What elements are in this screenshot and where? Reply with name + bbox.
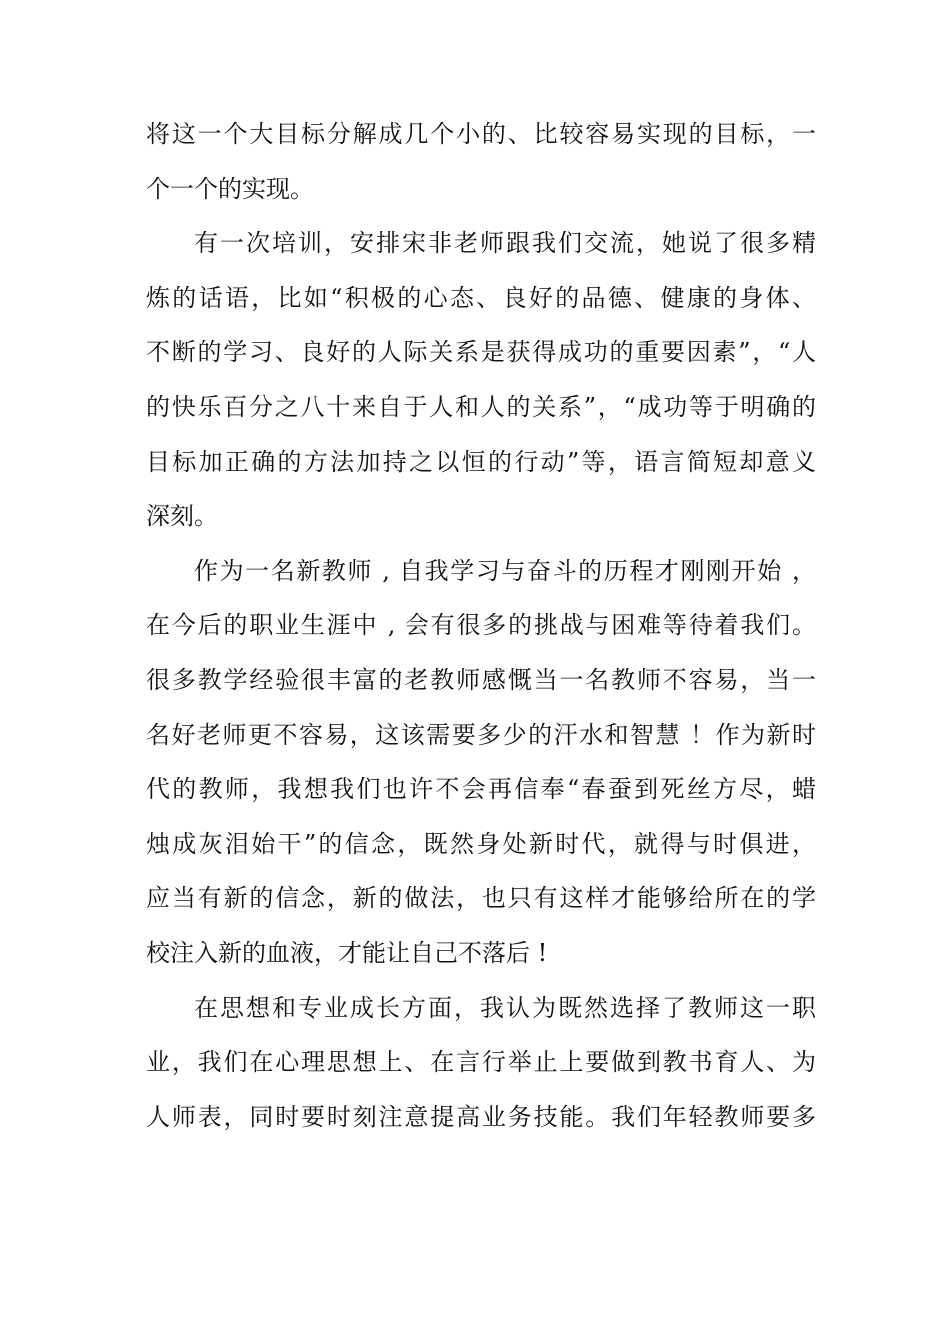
- text-line: 名好老师更不容易，这该需要多少的汗水和智慧 ！作为新时: [146, 720, 816, 749]
- text-line: 作为一名新教师 , 自我学习与奋斗的历程才刚刚开始 ，: [194, 556, 816, 585]
- text-line: 应当有新的信念，新的做法，也只有这样才能够给所在的学: [146, 884, 816, 913]
- text-line: 人师表，同时要时刻注意提高业务技能。我们年轻教师要多: [146, 1102, 816, 1131]
- text-line: 很多教学经验很丰富的老教师感慨当一名教师不容易，当一: [146, 665, 816, 694]
- text-line: 校注入新的血液，才能让自己不落后 !: [146, 938, 548, 967]
- text-line: 业，我们在心理思想上、在言行举止上要做到教书育人、为: [146, 1048, 816, 1077]
- text-line: 代的教师，我想我们也许不会再信奉“春蚕到死丝方尽，蜡: [146, 775, 816, 804]
- text-line: 烛成灰泪始干”的信念，既然身处新时代，就得与时俱进，: [146, 829, 816, 858]
- text-line: 目标加正确的方法加持之以恒的行动”等，语言简短却意义: [146, 447, 816, 476]
- text-line: 在今后的职业生涯中 , 会有很多的挑战与困难等待着我们。: [146, 611, 816, 640]
- text-line: 在思想和专业成长方面，我认为既然选择了教师这一职: [194, 993, 816, 1022]
- text-line: 将这一个大目标分解成几个小的、比较容易实现的目标，一: [146, 120, 816, 148]
- text-line: 深刻。: [146, 502, 218, 531]
- text-line: 有一次培训，安排宋非老师跟我们交流，她说了很多精: [194, 229, 816, 258]
- text-line: 炼的话语，比如“积极的心态、良好的品德、健康的身体、: [146, 283, 816, 312]
- text-line: 的快乐百分之八十来自于人和人的关系”，“成功等于明确的: [146, 392, 816, 421]
- text-line: 个一个的实现。: [146, 174, 314, 203]
- text-line: 不断的学习、良好的人际关系是获得成功的重要因素”，“人: [146, 338, 816, 367]
- body-text: [146, 107, 816, 1144]
